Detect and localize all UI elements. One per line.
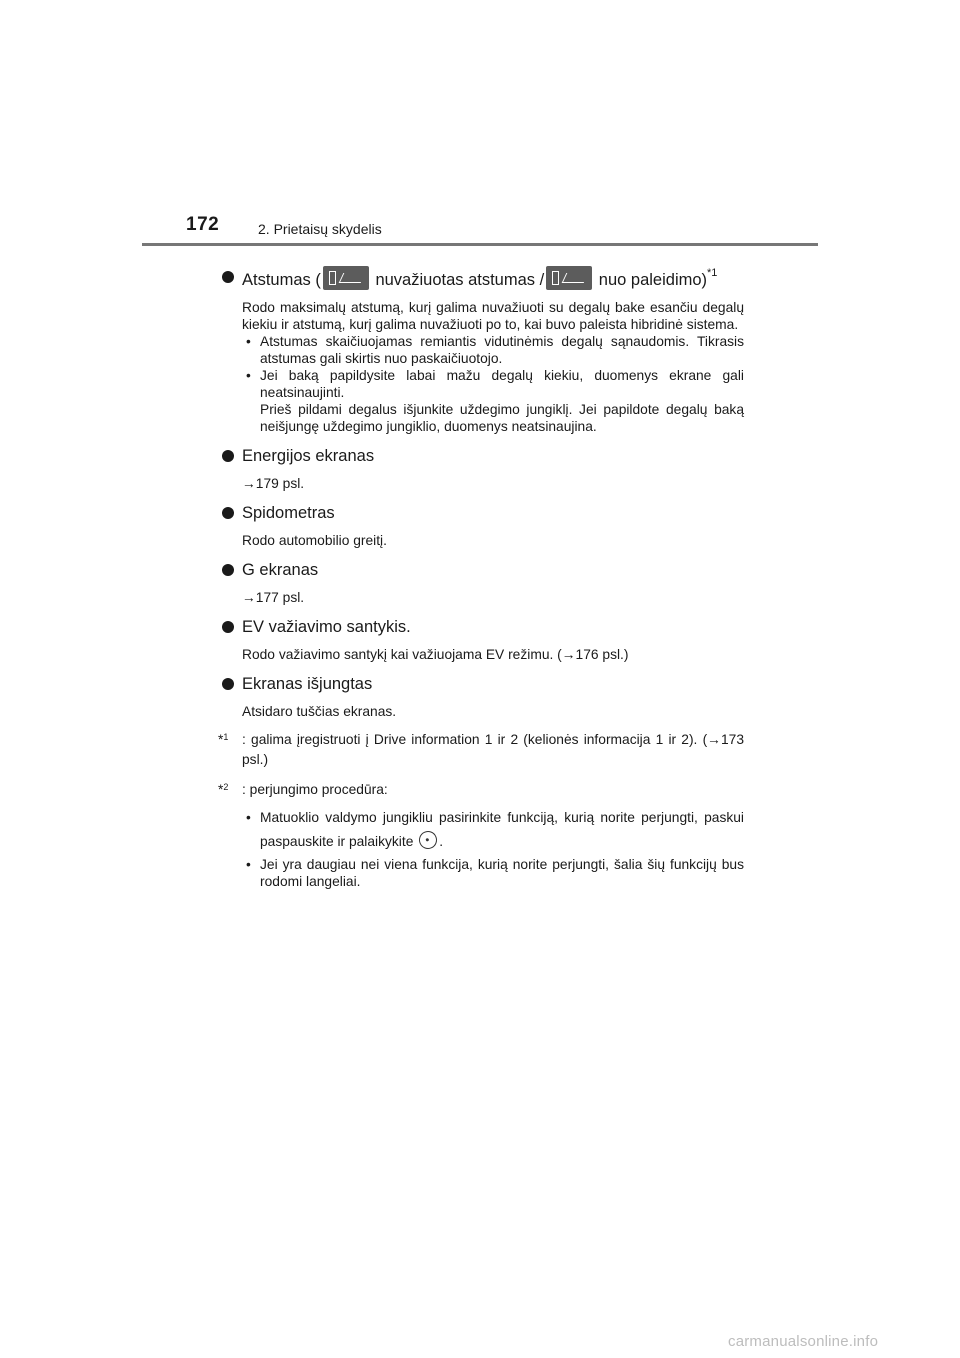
distance-since-start-icon (546, 266, 592, 290)
footnote-1: *$^1$ : galima įregistruoti į Drive information 1 ir 2 (kelionės informacija 1 ir 2). (→173 psl.) (218, 732, 744, 767)
footnote-mark: *1 (707, 267, 718, 279)
section-title: 2. Prietaisų skydelis (258, 221, 382, 237)
item-heading-energy: Energijos ekranas (222, 445, 744, 467)
item-text-distance: Rodo maksimalų atstumą, kurį galima nuvažiuoti su degalų bake esančiu degalų kiekiu ir atstumą, kurį galima nuvažiuoti po to, kai buvo paleista hibridinė sistema. (242, 300, 744, 332)
item-text-speedometer: Rodo automobilio greitį. (242, 533, 387, 548)
item-text-g-display: →177 psl. (242, 590, 305, 605)
item-text-display-off: Atsidaro tuščias ekranas. (242, 704, 397, 719)
item-heading-distance: Atstumas ( nuvažiuotas atstumas / nuo paleidimo)$^{*1}$ (222, 266, 744, 291)
bullet-dot-icon (222, 621, 234, 633)
sub-bullet: • Matuoklio valdymo jungikliu pasirinkite funkciją, kurią norite perjungti, paskui paspauskite ir palaikykite . (222, 806, 744, 854)
bullet-dot-icon (222, 271, 234, 283)
footnote-2: *$^2$ : perjungimo procedūra: (218, 782, 388, 797)
bullet-dot-icon (222, 450, 234, 462)
watermark: carmanualsonline.info (728, 1333, 879, 1350)
item-text-energy: →179 psl. (242, 476, 305, 491)
header-divider (142, 243, 818, 246)
page-number: 172 (186, 214, 220, 235)
item-heading-display-off: Ekranas išjungtas (222, 673, 744, 695)
sub-bullet: • Jei yra daugiau nei viena funkcija, kurią norite perjungti, šalia šių funkcijų bus rodomi langeliai. (246, 857, 744, 889)
bullet-dot-icon (222, 507, 234, 519)
item-heading-ev-ratio: EV važiavimo santykis. (222, 616, 744, 638)
bullet-dot-icon (222, 678, 234, 690)
sub-bullet: • Jei baką papildysite labai mažu degalų kiekiu, duomenys ekrane gali neatsinaujinti. Prieš pildami degalus išjunkite uždegimo jungiklį. Jei papildote degalų baką neišjungę uždegimo jungiklio, duomenys neatsinaujina. (246, 368, 744, 434)
bullet-dot-icon (222, 564, 234, 576)
fuel-distance-icon (323, 266, 369, 290)
item-text-ev-ratio: Rodo važiavimo santykį kai važiuojama EV režimu. (→176 psl.) (242, 647, 629, 662)
item-heading-speedometer: Spidometras (222, 502, 744, 524)
item-heading-g-display: G ekranas (222, 559, 744, 581)
sub-bullet: • Atstumas skaičiuojamas remiantis vidutinėmis degalų sąnaudomis. Tikrasis atstumas gali skirtis nuo paskaičiuotojo. (246, 334, 744, 366)
meter-control-switch-icon (416, 828, 440, 852)
page-content (218, 256, 744, 890)
